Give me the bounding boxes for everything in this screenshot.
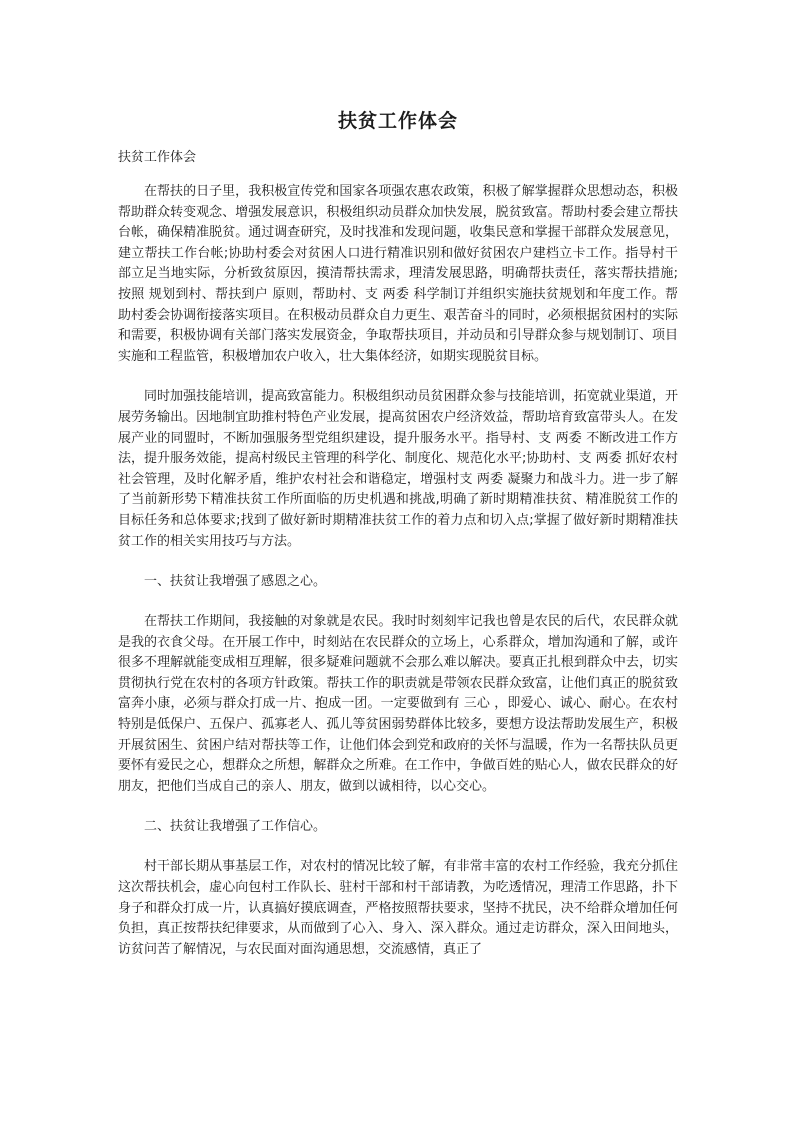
document-subtitle: 扶贫工作体会: [118, 150, 197, 165]
document-title: 扶贫工作体会: [337, 110, 458, 132]
paragraph-2: 同时加强技能培训，提高致富能力。积极组织动员贫困群众参与技能培训，拓宽就业渠道，开展劳务输出。因地制宜助推村特色产业发展，提高贫困农户经济效益，帮助培育致富带头人。在发展产业的同盟时，不断加强服务型党组织建设，提升服务水平。指导村、支 两委 不断改进工作方法，提升服务效能，提高村级民主管理的科学化、制度化、规范化水平;协助村、支 两委 抓好农村社会管理，及时化解矛盾，维护农村社会和谐稳定，增强村支 两委 凝聚力和战斗力。进一步了解了当前新形势下精准扶贫工作所面临的历史机遇和挑战,明确了新时期精准扶贫、精准脱贫工作的目标任务和总体要求;找到了做好新时期精准扶贫工作的着力点和切入点;掌握了做好新时期精准扶贫工作的相关实用技巧与方法。: [118, 389, 678, 549]
section-1-paragraph: 在帮扶工作期间，我接触的对象就是农民。我时时刻刻牢记我也曾是农民的后代，农民群众就是我的衣食父母。在开展工作中，时刻站在农民群众的立场上，心系群众，增加沟通和了解，或许很多不理解就能变成相互理解，很多疑难问题就不会那么难以解决。要真正扎根到群众中去，切实贯彻执行党在农村的各项方针政策。帮扶工作的职责就是带领农民群众致富，让他们真正的脱贫致富奔小康，必须与群众打成一片、抱成一团。一定要做到有 三心 ，即爱心、诚心、耐心。在农村特别是低保户、五保户、孤寡老人、孤儿等贫困弱势群体比较多，要想方设法帮助发展生产，积极开展贫困生、贫困户结对帮扶等工作，让他们体会到党和政府的关怀与温暖，作为一名帮扶队员更要怀有爱民之心，想群众之所想，解群众之所难。在工作中，争做百姓的贴心人，做农民群众的好朋友，把他们当成自己的亲人、朋友，做到以诚相待，以心交心。: [118, 614, 678, 794]
section-heading-2: 二、扶贫让我增强了工作信心。: [144, 819, 327, 835]
document-page: [118, 96, 678, 980]
paragraph-1: 在帮扶的日子里，我积极宣传党和国家各项强农惠农政策，积极了解掌握群众思想动态，积极帮助群众转变观念、增强发展意识，积极组织动员群众加快发展，脱贫致富。帮助村委会建立帮扶台帐，确保精准脱贫。通过调查研究，及时找准和发现问题，收集民意和掌握干部群众发展意见，建立帮扶工作台帐;协助村委会对贫困人口进行精准识别和做好贫困农户建档立卡工作。指导村干部立足当地实际，分析致贫原因，摸清帮扶需求，理清发展思路，明确帮扶责任，落实帮扶措施;按照 规划到村、帮扶到户 原则，帮助村、支 两委 科学制订并组织实施扶贫规划和年度工作。帮助村委会协调衔接落实项目。在积极动员群众自力更生、艰苦奋斗的同时，必须根据贫困村的实际和需要，积极协调有关部门落实发展资金，争取帮扶项目，并动员和引导群众参与规划制订、项目实施和工程监管，积极增加农户收入，壮大集体经济，如期实现脱贫目标。: [118, 184, 678, 364]
section-heading-1: 一、扶贫让我增强了感恩之心。: [144, 574, 327, 590]
section-2-paragraph: 村干部长期从事基层工作，对农村的情况比较了解，有非常丰富的农村工作经验，我充分抓住这次帮扶机会，虚心向包村工作队长、驻村干部和村干部请教，为吃透情况，理清工作思路，扑下身子和群众打成一片，认真搞好摸底调查，严格按照帮扶要求，坚持不扰民，决不给群众增加任何负担，真正按帮扶纪律要求，从而做到了心入、身入、深入群众。通过走访群众，深入田间地头，访贫问苦了解情况，与农民面对面沟通思想，交流感情，真正了: [118, 859, 678, 957]
